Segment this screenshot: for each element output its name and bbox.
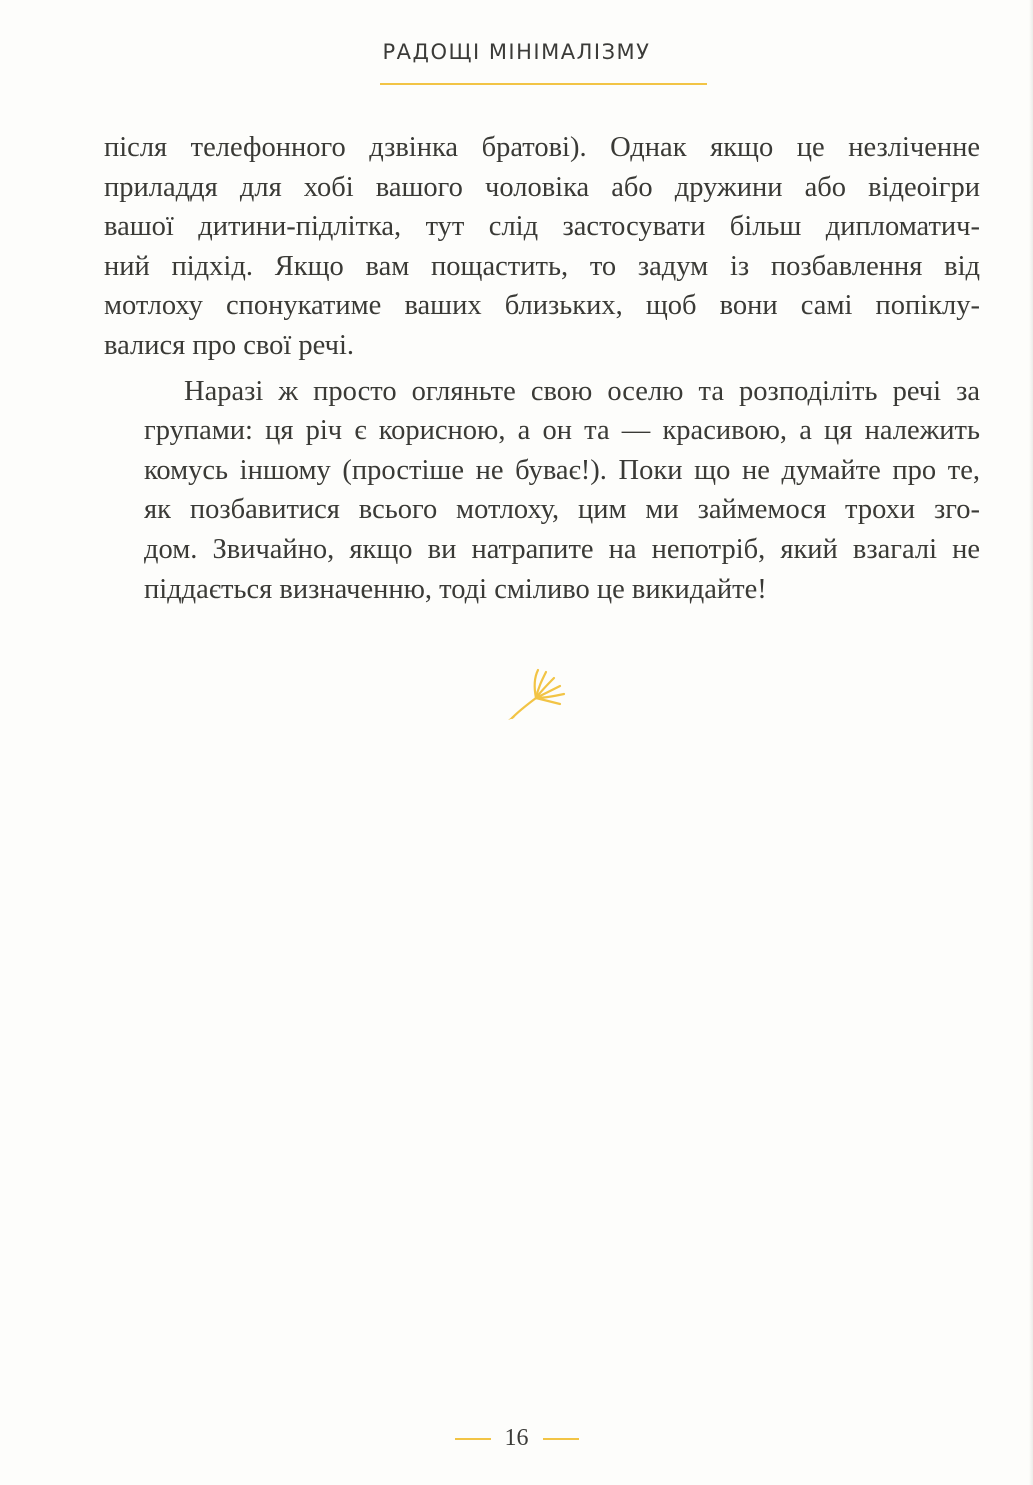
text-line: групами: ця річ є корисною, а он та — красивою, а ця належить xyxy=(144,415,980,447)
text-line: валися про свої речі. xyxy=(104,329,354,361)
text-line: мотлоху спонукатиме ваших близьких, щоб вони самі попіклу- xyxy=(104,290,980,322)
text-line: приладдя для хобі вашого чоловіка або дружини або відеоігри xyxy=(104,171,980,203)
page-number-dash-right xyxy=(543,1438,579,1440)
text-line: Наразі ж просто огляньте свою оселю та розподіліть речі за xyxy=(184,375,980,407)
text-line: вашої дитини-підлітка, тут слід застосувати більш дипломатич- xyxy=(104,211,980,243)
paragraph-2 xyxy=(104,372,980,610)
scan-edge xyxy=(1029,0,1033,1485)
text-line: комусь іншому (простіше не буває!). Поки що не думайте про те, xyxy=(144,454,980,486)
page-number xyxy=(0,1425,1033,1452)
running-header-title: РАДОЩІ МІНІМАЛІЗМУ xyxy=(382,40,651,64)
text-line: піддається визначенню, тоді сміливо це викидайте! xyxy=(144,573,767,605)
text-line: після телефонного дзвінка братові). Однак якщо це незліченне xyxy=(104,132,980,163)
text-line: ний підхід. Якщо вам пощастить, то задум із позбавлення від xyxy=(104,250,980,282)
page-number-value: 16 xyxy=(504,1425,529,1451)
text-line: дом. Звичайно, якщо ви натрапите на непотріб, який взагалі не xyxy=(144,533,980,565)
page-number-dash-left xyxy=(455,1438,491,1440)
paragraph-1 xyxy=(104,128,980,366)
header-rule xyxy=(380,83,707,85)
dandelion-seed-icon xyxy=(498,660,582,724)
text-line: як позбавитися всього мотлоху, цим ми займемося трохи зго- xyxy=(144,494,980,526)
running-header xyxy=(0,40,1033,64)
body-text xyxy=(104,128,980,609)
